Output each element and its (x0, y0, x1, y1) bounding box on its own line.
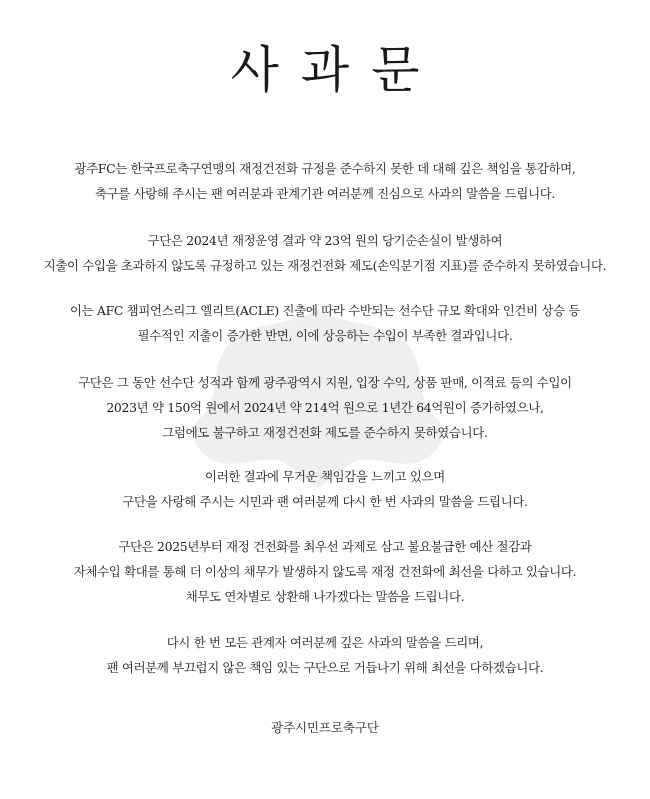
paragraph-line: 축구를 사랑해 주시는 팬 여러분과 관계기관 여러분께 진심으로 사과의 말씀을 드립니다. (94, 186, 556, 201)
paragraph-plan (0, 534, 650, 609)
paragraph-revenue (0, 370, 650, 445)
page-title: 사과문 (230, 41, 442, 99)
paragraph-line: 이러한 결과에 무거운 책임감을 느끼고 있으며 (205, 469, 445, 484)
paragraph-line: 그럼에도 불구하고 재정건전화 제도를 준수하지 못하였습니다. (162, 425, 488, 440)
paragraph-line: 팬 여러분께 부끄럽지 않은 책임 있는 구단으로 거듭나기 위해 최선을 다하겠습니다. (106, 660, 544, 675)
paragraph-line: 자체수입 확대를 통해 더 이상의 채무가 발생하지 않도록 재정 건전화에 최선을 다하고 있습니다. (73, 564, 577, 579)
paragraph-line: 구단은 2025년부터 재정 건전화를 최우선 과제로 삼고 불요불급한 예산 절감과 (118, 539, 532, 554)
paragraph-line: 채무도 연차별로 상환해 나가겠다는 말씀을 드립니다. (185, 589, 465, 604)
paragraph-line: 지출이 수입을 초과하지 않도록 규정하고 있는 재정건전화 제도(손익분기점 지표)를 준수하지 못하였습니다. (43, 258, 607, 273)
paragraph-cause (0, 298, 650, 348)
paragraph-line: 다시 한 번 모든 관계자 여러분께 깊은 사과의 말씀을 드리며, (166, 635, 484, 650)
paragraph-line: 구단은 그 동안 선수단 성적과 함께 광주광역시 지원, 입장 수익, 상품 판매, 이적료 등의 수입이 (78, 375, 572, 390)
paragraph-line: 구단은 2024년 재정운영 결과 약 23억 원의 당기순손실이 발생하여 (147, 233, 503, 248)
signature-club-name: 광주시민프로축구단 (271, 720, 379, 735)
paragraph-line: 2023년 약 150억 원에서 2024년 약 214억 원으로 1년간 64억원이 증가하였으나, (106, 400, 544, 415)
paragraph-line: 광주FC는 한국프로축구연맹의 재정건전화 규정을 준수하지 못한 데 대해 깊은 책임을 통감하며, (74, 161, 576, 176)
paragraph-line: 구단을 사랑해 주시는 시민과 팬 여러분께 다시 한 번 사과의 말씀을 드립니다. (122, 494, 528, 509)
paragraph-line: 이는 AFC 챔피언스리그 엘리트(ACLE) 진출에 따라 수반되는 선수단 규모 확대와 인건비 상승 등 (69, 303, 581, 318)
paragraph-apology (0, 156, 650, 206)
paragraph-line: 필수적인 지출이 증가한 반면, 이에 상응하는 수입이 부족한 결과입니다. (137, 328, 513, 343)
paragraph-closing (0, 630, 650, 680)
paragraph-responsibility (0, 464, 650, 514)
paragraph-loss (0, 228, 650, 278)
